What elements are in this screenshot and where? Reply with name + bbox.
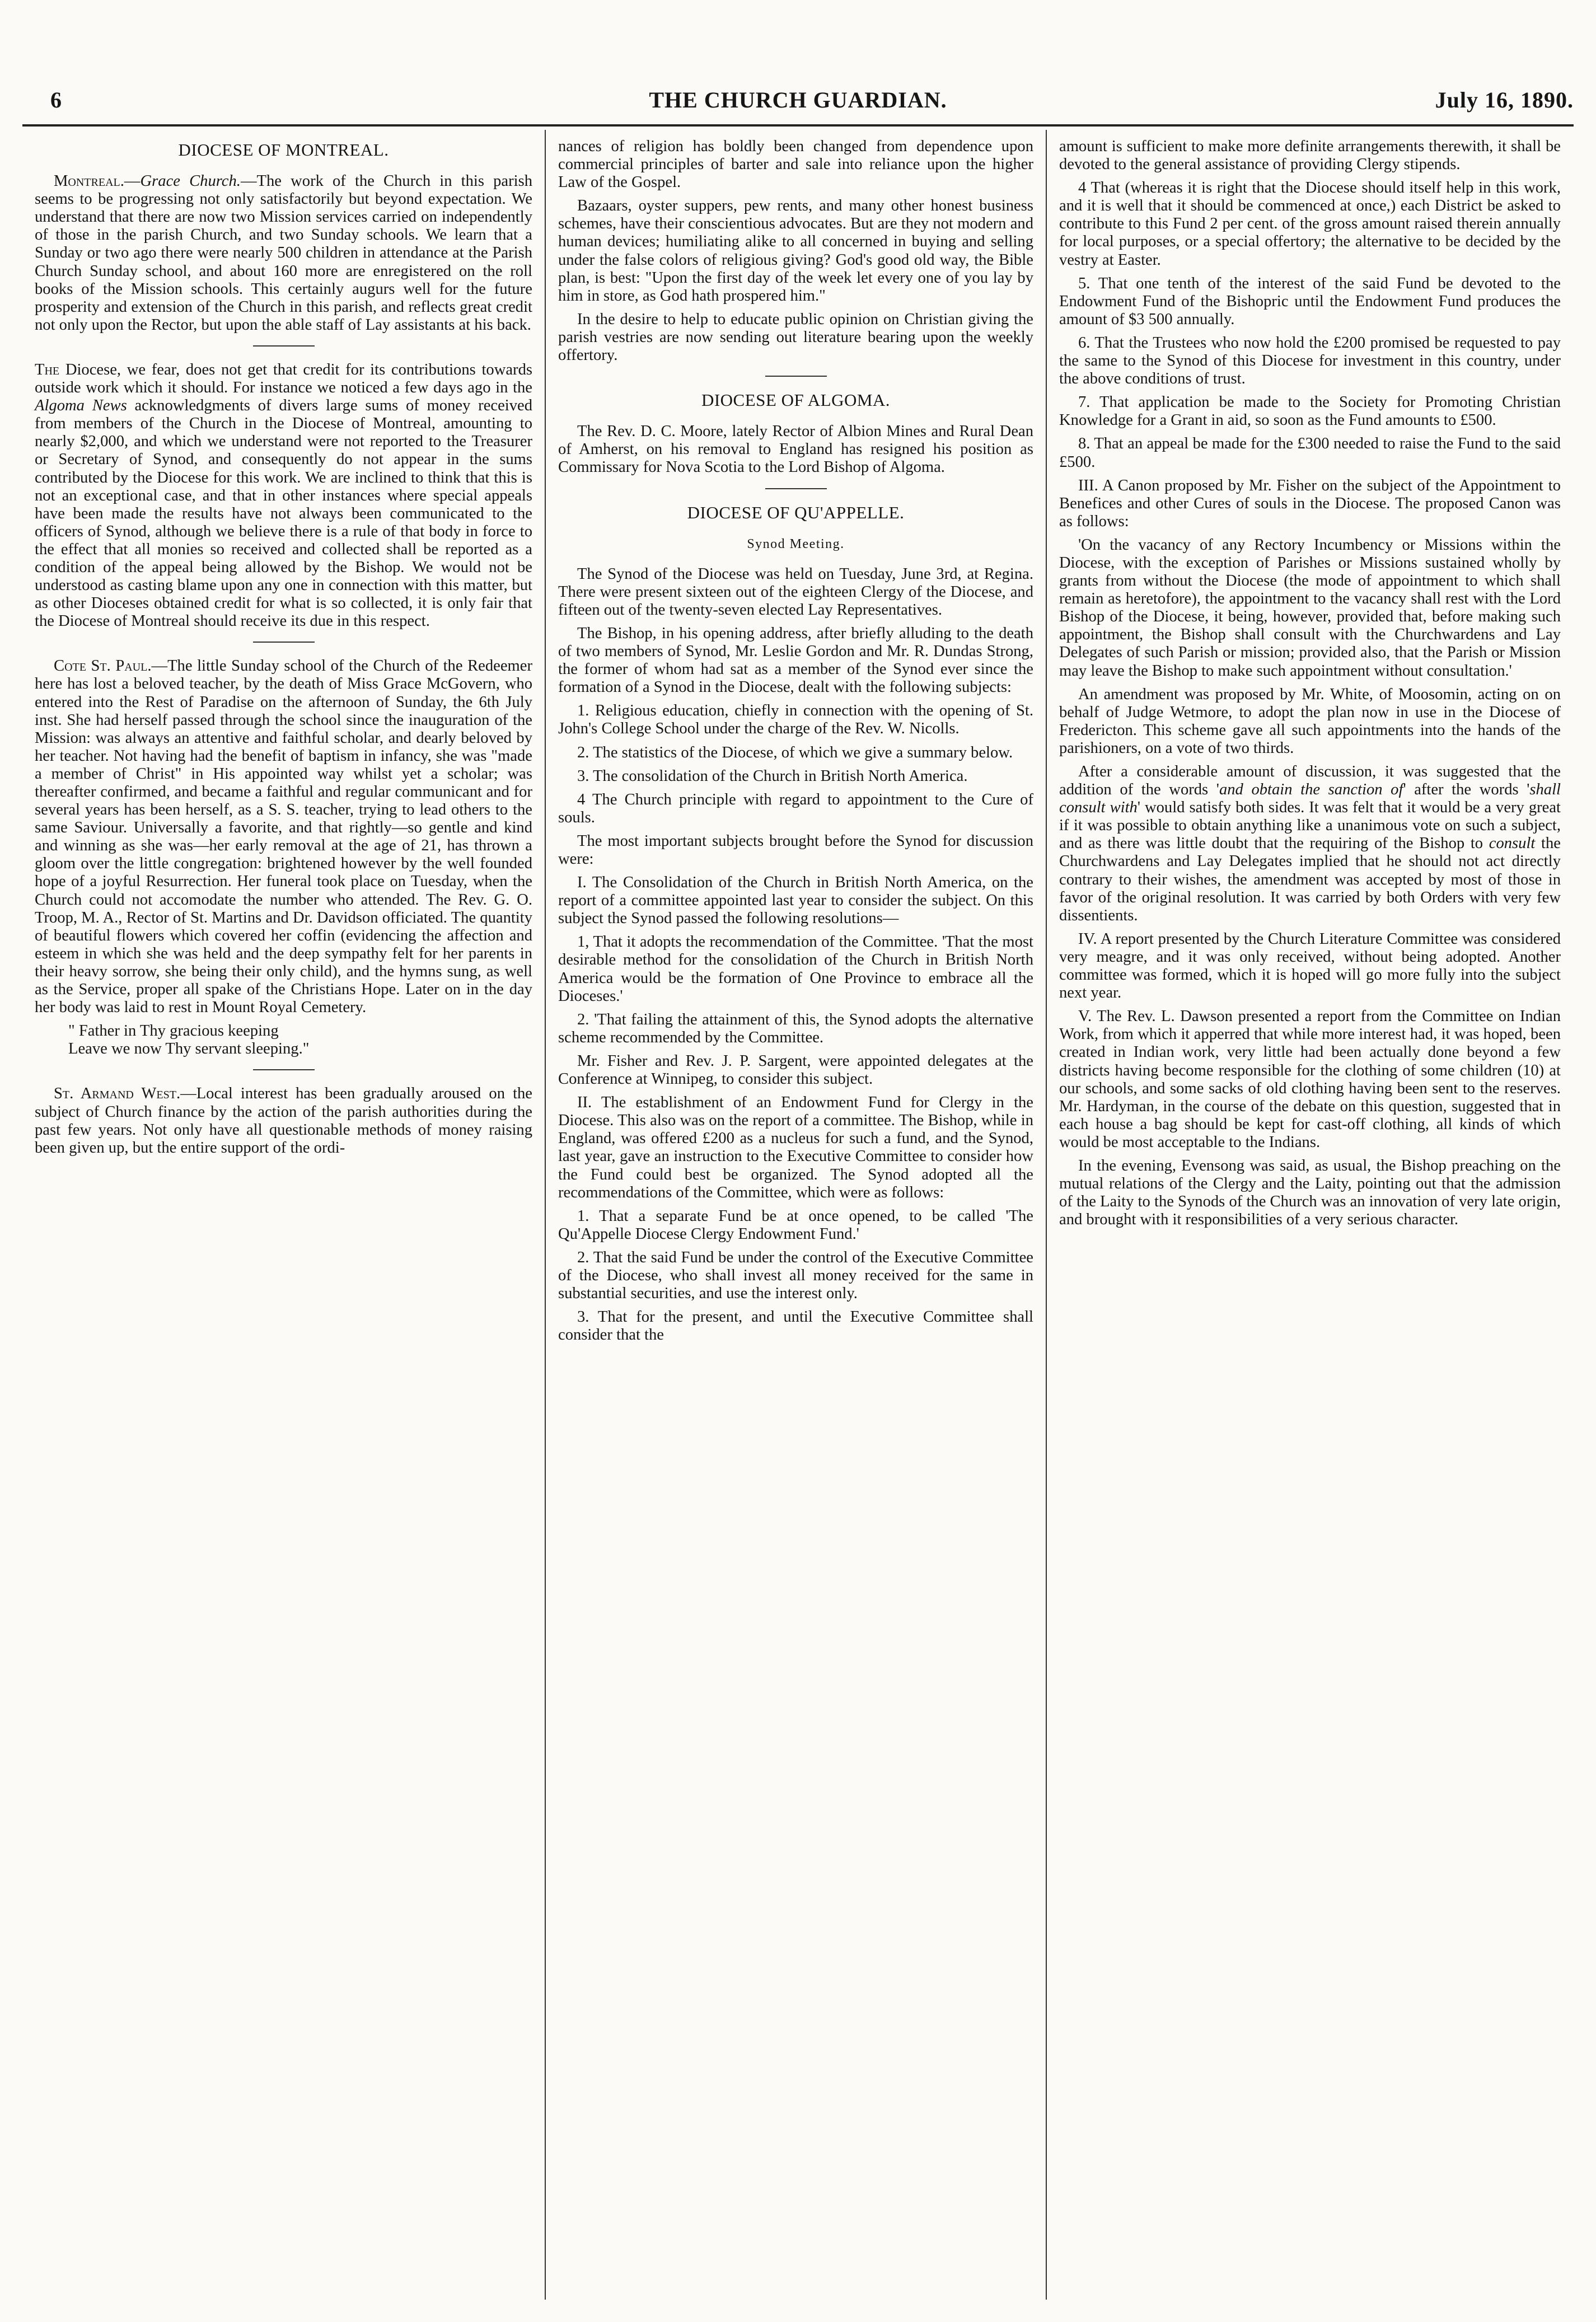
paragraph: 4 That (whereas it is right that the Diocese should itself help in this work, and it is well that it should be commenced at once,) each District be asked to contribute to this Fund 2 per cent. of the gross amount raised therein annually for local purposes, or a special offertory; the alternative to be decided by the vestry at Easter. (1059, 179, 1561, 269)
paragraph: 2. The statistics of the Diocese, of which we give a summary below. (577, 743, 1013, 761)
paragraph-text: Diocese, we fear, does not get that credit for its contributions towards outside work which it should. For instance we noticed a few days ago in the (35, 361, 532, 397)
church-name: Grace Church. (140, 172, 241, 190)
section-heading-montreal: DIOCESE OF MONTREAL. (178, 140, 389, 160)
paragraph: nances of religion has boldly been changed from dependence upon commercial principles of barter and sale into reliance upon the higher Law of the Gospel. (558, 138, 1033, 191)
article-st-armand-west (35, 1085, 532, 1157)
paper-title: THE CHURCH GUARDIAN. (649, 87, 947, 113)
paragraph: 6. That the Trustees who now hold the £200 promised be requested to pay the same to the Synod of this Diocese for investment in this country, under the above conditions of trust. (1059, 334, 1561, 388)
paragraph: Mr. Fisher and Rev. J. P. Sargent, were appointed delegates at the Conference at Winnipeg, to consider this subject. (558, 1052, 1033, 1088)
paragraph-text: —The work of the Church in this parish seems to be progressing not only satisfactorily but beyond expectation. We understand that there are now two Mission services carried on independently of those in the parish Church, and two Sunday schools. We learn that a Sunday or two ago there were nearly 500 children in attendance at the Parish Church Sunday school, and about 160 more are enregistered on the roll books of the Mission schools. This certainly augurs well for the future prosperity and extension of the Church in this parish, and reflects great credit not only upon the Rector, but upon the able staff of Lay assistants at his back. (35, 172, 532, 334)
separator-rule (765, 376, 827, 377)
article-columns (22, 130, 1574, 2300)
paragraph: In the evening, Evensong was said, as usual, the Bishop preaching on the mutual relations of the Clergy and the Laity, pointing out that the admission of the Laity to the Synods of the Church was an innovation of very late origin, and brought with it responsibilities of a very serious character. (1059, 1157, 1561, 1229)
paragraph: 3. That for the present, and until the Executive Committee shall consider that the (558, 1308, 1033, 1344)
newspaper-name: Algoma News (35, 397, 127, 415)
paragraph: III. A Canon proposed by Mr. Fisher on the subject of the Appointment to Benefices and other Cures of souls in the Diocese. The proposed Canon was as follows: (1059, 476, 1561, 530)
hymn-line-1: " Father in Thy gracious keeping (68, 1022, 279, 1040)
quoted-words: and obtain the sanction of (1219, 781, 1403, 799)
paragraph: 5. That one tenth of the interest of the said Fund be devoted to the Endowment Fund of the Bishopric until the Endowment Fund produces the amount of $3 500 annually. (1059, 274, 1561, 328)
article-grace-church (35, 172, 532, 334)
paragraph: amount is sufficient to make more definite arrangements therewith, it shall be devoted to the general assistance of providing Clergy stipends. (1059, 138, 1561, 174)
proposed-canon-quote: 'On the vacancy of any Rectory Incumbency or Missions within the Diocese, with the exception of Parishes or Missions sustained wholly by grants from without the Diocese (the mode of appointment to which shall remain as heretofore), the appointment to the vacancy shall rest with the Lord Bishop of the Diocese, it being, however, provided that, before making such appointment, the Bishop shall consult with the Churchwardens and Lay Delegates of such Parish or mission; provided also, that the Parish or Mission may leave the Bishop to make such appointment without consultation.' (1059, 536, 1561, 680)
subheading-synod-meeting: Synod Meeting. (747, 536, 845, 551)
paragraph-text: ' after the words ' (1403, 781, 1530, 799)
place-lead: Montreal.— (54, 172, 141, 190)
separator-rule (253, 1069, 315, 1070)
paragraph-text: —The little Sunday school of the Church of the Redeemer here has lost a beloved teacher, by the death of Miss Grace McGovern, who entered into the Rest of Paradise on the afternoon of Sunday, the 6th July inst. She had herself passed through the school since the inauguration of the Mission: was always an attentive and faithful scholar, and dearly beloved by her teacher. Not having had the benefit of baptism in infancy, she was "made a member of Christ" in His appointed way whilst yet a scholar; was thereafter confirmed, and became a faithful and regular communicant and for several years has been herself, as a S. S. teacher, trying to lead others to the same Saviour. Universally a favorite, and that rightly—so gentle and kind and winning as she was—her early removal at the age of 21, has thrown a gloom over the little congregation: brightened however by the well founded hope of a joyful Resurrection. Her funeral took place on Tuesday, when the Church could not accomodate the number who attended. The Rev. G. O. Troop, M. A., Rector of St. Martins and Dr. Davidson officiated. The quantity of beautiful flowers which covered her coffin (evidencing the affection and esteem in which she was held and the deep sympathy felt for her parents in their heavy sorrow, she being their only child), and the hymns sung, as well as the Service, proper all spake of the Christians Hope. Later on in the day her body was laid to rest in Mount Royal Cemetery. (35, 657, 533, 1017)
separator-rule (253, 642, 315, 643)
place-lead: St. Armand West. (54, 1085, 181, 1103)
separator-rule (765, 488, 827, 489)
issue-date: July 16, 1890. (1435, 87, 1574, 113)
paragraph: 2. 'That failing the attainment of this, the Synod adopts the alternative scheme recommended by the Committee. (558, 1010, 1033, 1046)
paragraph: The Synod of the Diocese was held on Tuesday, June 3rd, at Regina. There were present sixteen out of the eighteen Clergy of the Diocese, and fifteen out of the twenty-seven elected Lay Representatives. (558, 565, 1033, 619)
paragraph: 1. That a separate Fund be at once opened, to be called 'The Qu'Appelle Diocese Clergy Endowment Fund.' (558, 1207, 1033, 1243)
section-heading-quappelle: DIOCESE OF QU'APPELLE. (687, 502, 905, 522)
column-1 (22, 130, 546, 2300)
quoted-words: shall consult with (1059, 781, 1561, 817)
paragraph: The Rev. D. C. Moore, lately Rector of Albion Mines and Rural Dean of Amherst, on his removal to England has resigned his position as Commissary for Nova Scotia to the Lord Bishop of Algoma. (558, 423, 1033, 476)
paragraph: 1. Religious education, chiefly in connection with the opening of St. John's College School under the charge of the Rev. W. Nicolls. (558, 702, 1033, 738)
masthead (22, 84, 1574, 118)
hymn-couplet (35, 1022, 532, 1058)
masthead-rule (22, 124, 1574, 127)
paragraph: 7. That application be made to the Society for Promoting Christian Knowledge for a Grant in aid, so soon as the Fund amounts to £500. (1059, 394, 1561, 429)
page-number: 6 (50, 87, 62, 113)
paragraph-text: —Local interest has been gradually aroused on the subject of Church finance by the action of the parish authorities during the past few years. Not only have all questionable methods of money raising been given up, but the entire support of the ordi- (35, 1085, 532, 1157)
emphasized-word: consult (1489, 835, 1536, 853)
paragraph: V. The Rev. L. Dawson presented a report from the Committee on Indian Work, from which it apperred that while more interest had, it was hoped, been created in Indian work, very little had been actually done beyond a few districts having become responsible for the clothing of some children (10) at our schools, and some sacks of old clothing having been sent to the reserves. Mr. Hardyman, in the course of the debate on this question, suggested that in each house a bag should be kept for cast-off clothing, all kinds of which would be most acceptable to the Indians. (1059, 1008, 1561, 1151)
paragraph-text: the Churchwardens and Lay Delegates implied that he should not act directly contrary to their wishes, the amendment was accepted by most of those in favor of the original resolution. It was carried by both Orders with very few dissentients. (1059, 835, 1561, 924)
paragraph: 2. That the said Fund be under the control of the Executive Committee of the Diocese, who shall invest all money received for the same in substantial securities, and use the interest only. (558, 1248, 1033, 1303)
section-heading-algoma: DIOCESE OF ALGOMA. (701, 390, 891, 410)
separator-rule (253, 345, 315, 347)
paragraph-amendment-discussion (1059, 763, 1561, 925)
article-cote-st-paul (35, 657, 532, 1017)
paragraph-text: ' would satisfy both sides. It was felt that it would be a very great if it was possible to obtain anything like a unanimous vote on such a subject, and as there was little doubt that the requiring of the Bishop to (1059, 799, 1561, 853)
paragraph: The most important subjects brought before the Synod for discussion were: (558, 832, 1033, 868)
article-diocese-credit (35, 361, 532, 630)
paragraph: IV. A report presented by the Church Literature Committee was considered very meagre, and it was only received, without being adopted. Another committee was formed, which it is hoped will go more fully into the subject next year. (1059, 930, 1561, 1002)
paragraph-lead: The (35, 361, 60, 378)
place-lead: Cote St. Paul. (54, 657, 152, 675)
paragraph: 4 The Church principle with regard to appointment to the Cure of souls. (558, 790, 1033, 826)
paragraph: II. The establishment of an Endowment Fund for Clergy in the Diocese. This also was on the report of a committee. The Bishop, while in England, was offered £200 as a nucleus for such a fund, and the Synod, last year, gave an instruction to the Executive Committee to consider how the Fund could best be organized. The Synod adopted all the recommendations of the Committee, which were as follows: (558, 1094, 1033, 1201)
hymn-line-2: Leave we now Thy servant sleeping." (68, 1040, 310, 1058)
paragraph: 8. That an appeal be made for the £300 needed to raise the Fund to the said £500. (1059, 435, 1561, 471)
column-2 (546, 130, 1047, 2300)
paragraph: I. The Consolidation of the Church in British North America, on the report of a committee appointed last year to consider the subject. On this subject the Synod passed the following resolutions— (558, 874, 1033, 928)
paragraph: In the desire to help to educate public opinion on Christian giving the parish vestries are now sending out literature bearing upon the weekly offertory. (558, 310, 1033, 364)
paragraph-text: After a considerable amount of discussion, it was suggested that the addition of the words ' (1059, 763, 1561, 799)
paragraph-text: acknowledgments of divers large sums of money received from members of the Church in the Diocese of Montreal, amounting to nearly $2,000, and which we understand were not reported to the Treasurer or Secretary of Synod, and consequently do not appear in the sums contributed by the Diocese for this work. We are inclined to think that this is not an exceptional case, and that in other instances where special appeals have been made the results have not always been communicated to the officers of Synod, although we believe there is a rule of that body in force to the effect that all monies so received and collected shall be reported as a condition of the appeal being allowed by the Bishop. We would not be understood as casting blame upon any one in connection with this matter, but as other Dioceses obtained credit for what is so collected, it is only fair that the Diocese of Montreal should receive its due in this respect. (35, 397, 532, 630)
paragraph: 1, That it adopts the recommendation of the Committee. 'That the most desirable method for the consolidation of the Church in British North America would be the formation of One Province to embrace all the Dioceses.' (558, 933, 1033, 1005)
paragraph: An amendment was proposed by Mr. White, of Moosomin, acting on on behalf of Judge Wetmore, to adopt the plan now in use in the Diocese of Fredericton. This scheme gave all such appointments into the hands of the parishioners, on a vote of two thirds. (1059, 685, 1561, 757)
paragraph: Bazaars, oyster suppers, pew rents, and many other honest business schemes, have their conscientious advocates. But are they not modern and human devices; humiliating alike to all concerned in buying and selling under the false colors of religious giving? God's good old way, the Bible plan, is best: "Upon the first day of the week let every one of you lay by him in store, as God hath prospered him." (558, 197, 1033, 305)
paragraph: The Bishop, in his opening address, after briefly alluding to the death of two members of Synod, Mr. Leslie Gordon and Mr. R. Dundas Strong, the former of whom had sat as a member of the Synod ever since the formation of a Synod in the Diocese, dealt with the following subjects: (558, 624, 1033, 696)
paragraph: 3. The consolidation of the Church in British North America. (577, 767, 968, 785)
column-3 (1047, 130, 1573, 2300)
